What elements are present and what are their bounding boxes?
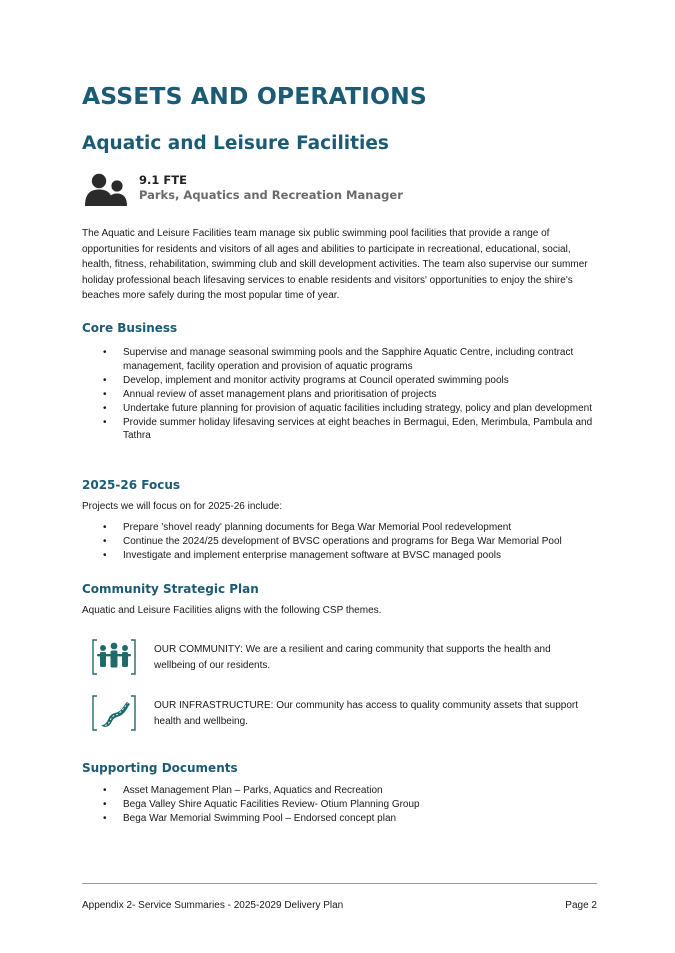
- csp-intro: Aquatic and Leisure Facilities aligns with the following CSP themes.: [82, 605, 382, 616]
- list-item: • Asset Management Plan – Parks, Aquatics and Recreation: [100, 784, 600, 798]
- list-item: • Undertake future planning for provision of aquatic facilities including strategy, policy and plan development: [100, 402, 600, 416]
- csp-community-text: OUR COMMUNITY: We are a resilient and caring community that supports the health and wellbeing of our residents.: [154, 644, 551, 671]
- list-item: • Provide summer holiday lifesaving services at eight beaches in Bermagui, Eden, Merimbula, Pambula and Tathra: [100, 416, 600, 444]
- manager-role: Parks, Aquatics and Recreation Manager: [139, 188, 403, 202]
- section-title: ASSETS AND OPERATIONS: [82, 82, 427, 110]
- fte-value: 9.1 FTE: [139, 173, 187, 187]
- list-item: • Develop, implement and monitor activity programs at Council operated swimming pools: [100, 374, 600, 388]
- list-item: • Prepare 'shovel ready' planning documents for Bega War Memorial Pool redevelopment: [100, 521, 600, 535]
- road-icon: [92, 694, 136, 732]
- focus-list: [100, 521, 600, 563]
- intro-paragraph: The Aquatic and Leisure Facilities team manage six public swimming pool facilities that provide a range of opportunities for residents and visitors of all ages and abilities to participate in recreational, educational, social, health, fitness, rehabilitation, swimming club and skill development activities. The team also supervise our summer holiday professional beach lifesaving services to enable residents and visitors' opportunities to enjoy the shire's beaches more safely during the most popular time of year.: [82, 228, 588, 302]
- focus-intro: Projects we will focus on for 2025-26 include:: [82, 501, 283, 512]
- footer-divider: [82, 883, 597, 884]
- csp-heading: Community Strategic Plan: [82, 582, 259, 596]
- community-icon: [92, 638, 136, 676]
- list-item: • Investigate and implement enterprise management software at BVSC managed pools: [100, 549, 600, 563]
- list-item: • Bega War Memorial Swimming Pool – Endorsed concept plan: [100, 812, 600, 826]
- focus-heading: 2025-26 Focus: [82, 478, 181, 492]
- supporting-documents-heading: Supporting Documents: [82, 761, 238, 775]
- core-business-heading: Core Business: [82, 321, 178, 335]
- list-item: • Supervise and manage seasonal swimming pools and the Sapphire Aquatic Centre, including contract management, facility operation and provision of aquatic programs: [100, 346, 600, 374]
- list-item: • Continue the 2024/25 development of BVSC operations and programs for Bega War Memorial Pool: [100, 535, 600, 549]
- list-item: • Bega Valley Shire Aquatic Facilities Review- Otium Planning Group: [100, 798, 600, 812]
- list-item: • Annual review of asset management plans and prioritisation of projects: [100, 388, 600, 402]
- service-title: Aquatic and Leisure Facilities: [82, 133, 389, 154]
- page-number: Page 2: [565, 900, 597, 911]
- people-icon: [84, 172, 130, 206]
- footer-document-title: Appendix 2- Service Summaries - 2025-2029 Delivery Plan: [82, 900, 344, 911]
- core-business-list: [100, 346, 600, 443]
- csp-infrastructure-text: OUR INFRASTRUCTURE: Our community has access to quality community assets that support health and wellbeing.: [154, 700, 579, 727]
- supporting-documents-list: [100, 784, 600, 826]
